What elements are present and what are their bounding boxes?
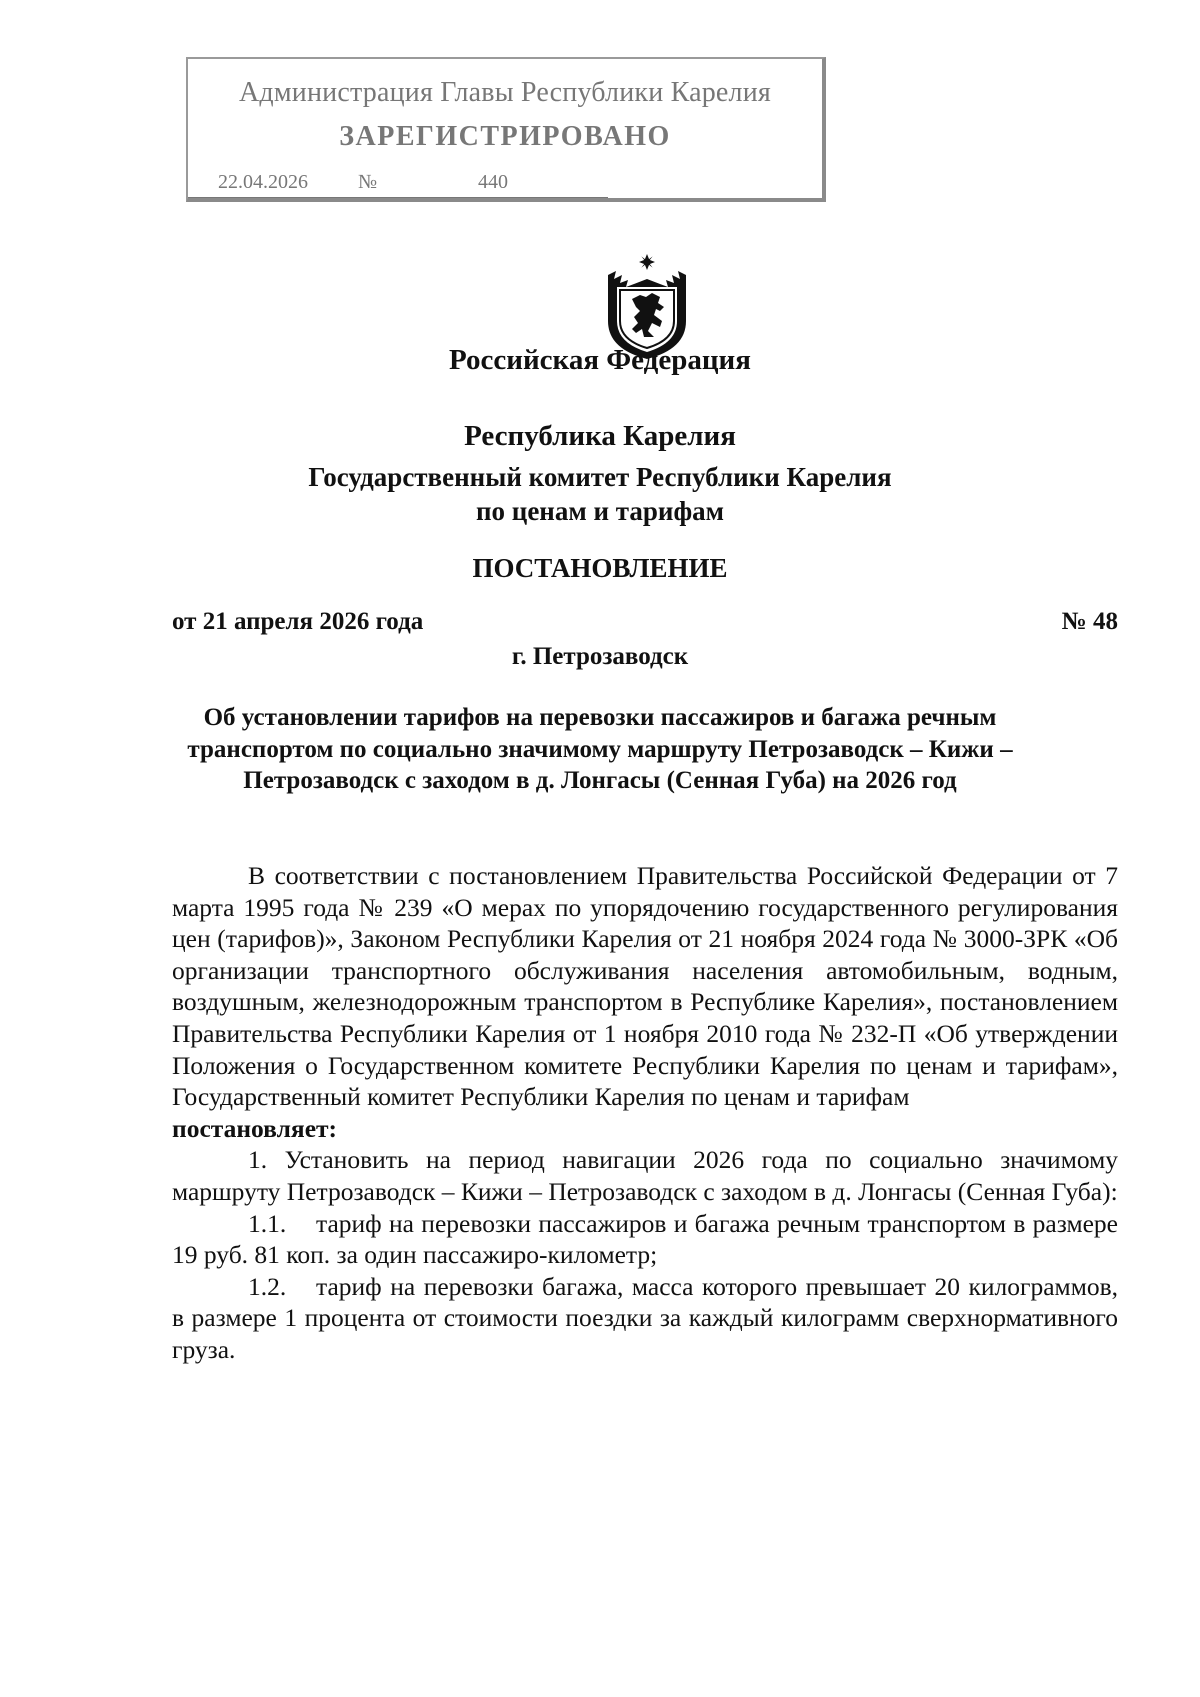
item-1: 1. Установить на период навигации 2026 года по социально значимому маршруту Петрозаводск – Кижи – Петрозаводск с заходом в д. Лонгасы (Сенная Губа): — [172, 1145, 1118, 1206]
republic-heading: Республика Карелия — [464, 420, 736, 452]
resolves: постановляет: — [172, 1113, 338, 1143]
stamp-registration-line — [188, 171, 608, 198]
stamp-number: 440 — [478, 171, 508, 193]
document-city: г. Петрозаводск — [511, 643, 689, 670]
item-1-2-text: тариф на перевозки багажа, масса которого превышает 20 килограммов, в размере 1 процента от стоимости поездки за каждый килограмм сверхнормативного груза. — [172, 1271, 1118, 1364]
committee-heading-line1: Государственный комитет Республики Карелия — [308, 462, 892, 492]
preamble: В соответствии с постановлением Правительства Российской Федерации от 7 марта 1995 года № 239 «О мерах по упорядочению государственного регулирования цен (тарифов)», Законом Республики Карелия от 21 ноября 2024 года № 3000-ЗРК «Об организации транспортного обслуживания населения автомобильным, водным, воздушным, железнодорожным транспортом в Республике Карелия», постановлением Правительства Республики Карелия от 1 ноября 2010 года № 232-П «Об утверждении Положения о Государственном комитете Республики Карелия по ценам и тарифам», Государственный комитет Республики Карелия по ценам и тарифам — [172, 861, 1118, 1112]
stamp-authority: Администрация Главы Республики Карелия — [239, 77, 771, 108]
document-date: от 21 апреля 2026 года — [172, 608, 424, 635]
item-1-1 — [172, 1208, 1118, 1271]
item-1-1-number: 1.1. — [248, 1208, 287, 1238]
document-number: № 48 — [1061, 608, 1118, 635]
registration-stamp — [186, 57, 826, 202]
item-1-1-text: тариф на перевозки пассажиров и багажа речным транспортом в размере 19 руб. 81 коп. за один пассажиро-километр; — [172, 1208, 1118, 1270]
stamp-number-label: № — [358, 171, 378, 193]
document-body — [172, 860, 1118, 1366]
country-heading: Российская Федерация — [449, 344, 751, 376]
item-1-2-number: 1.2. — [248, 1271, 287, 1301]
document-type: ПОСТАНОВЛЕНИЕ — [472, 553, 728, 583]
committee-heading-line2: по ценам и тарифам — [475, 496, 725, 526]
stamp-date: 22.04.2026 — [218, 171, 308, 193]
document-title: Об установлении тарифов на перевозки пассажиров и багажа речным транспортом по социально значимому маршруту Петрозаводск – Кижи – Петрозаводск с заходом в д. Лонгасы (Сенная Губа) на 2026 год — [187, 704, 1013, 794]
stamp-registered: ЗАРЕГИСТРИРОВАНО — [339, 121, 671, 152]
item-1-2 — [172, 1271, 1118, 1366]
